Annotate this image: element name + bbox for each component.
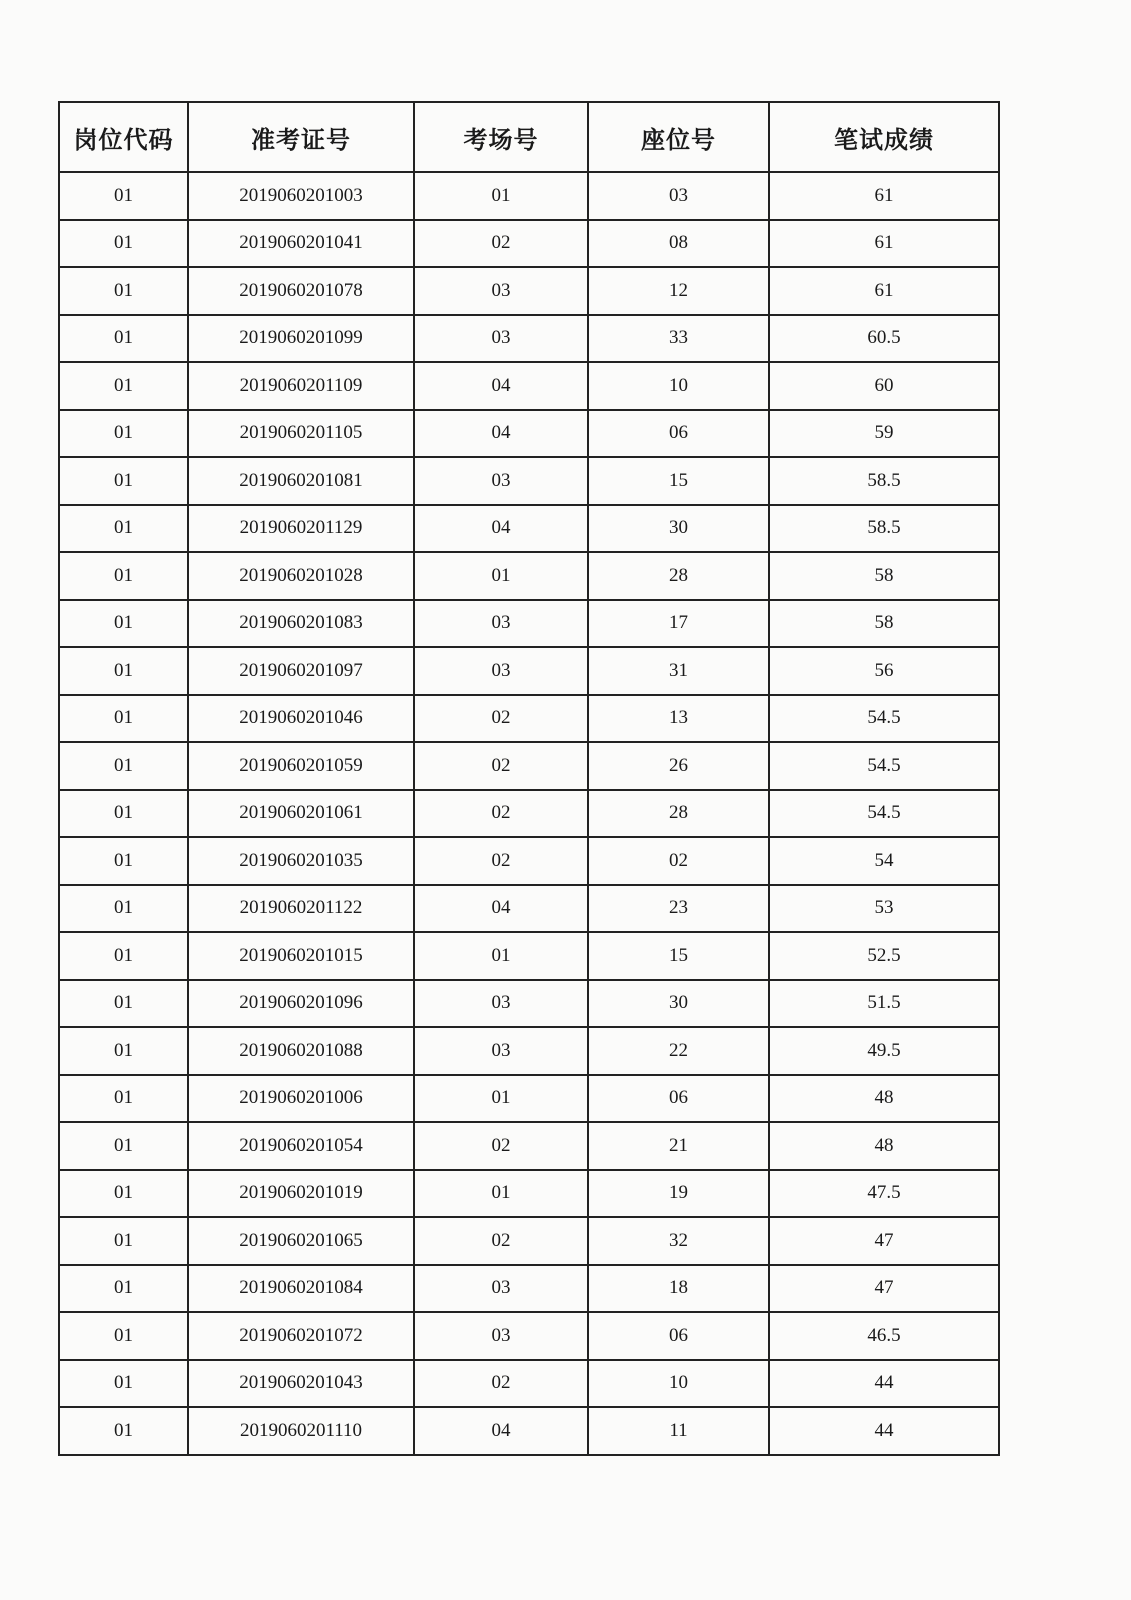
exam-room-cell: 02	[414, 790, 588, 838]
exam-room-cell: 01	[414, 552, 588, 600]
table-row	[59, 1360, 999, 1408]
admission-ticket-cell: 2019060201041	[188, 220, 414, 268]
written-score-cell: 47.5	[769, 1170, 999, 1218]
seat-number-cell: 06	[588, 410, 769, 458]
admission-ticket-cell: 2019060201110	[188, 1407, 414, 1455]
seat-number-cell: 30	[588, 980, 769, 1028]
seat-number-cell: 11	[588, 1407, 769, 1455]
exam-room-cell: 03	[414, 315, 588, 363]
post-code-cell: 01	[59, 837, 188, 885]
admission-ticket-cell: 2019060201028	[188, 552, 414, 600]
table-row	[59, 1027, 999, 1075]
table-row	[59, 267, 999, 315]
seat-number-cell: 03	[588, 172, 769, 220]
written-score-cell: 60.5	[769, 315, 999, 363]
table-row	[59, 1312, 999, 1360]
written-score-cell: 59	[769, 410, 999, 458]
admission-ticket-cell: 2019060201078	[188, 267, 414, 315]
post-code-cell: 01	[59, 695, 188, 743]
exam-room-cell: 03	[414, 980, 588, 1028]
admission-ticket-cell: 2019060201084	[188, 1265, 414, 1313]
post-code-cell: 01	[59, 742, 188, 790]
exam-room-cell: 01	[414, 932, 588, 980]
admission-ticket-cell: 2019060201122	[188, 885, 414, 933]
written-score-cell: 51.5	[769, 980, 999, 1028]
header-written-score: 笔试成绩	[769, 102, 999, 172]
post-code-cell: 01	[59, 1217, 188, 1265]
seat-number-cell: 06	[588, 1312, 769, 1360]
table-row	[59, 315, 999, 363]
admission-ticket-cell: 2019060201046	[188, 695, 414, 743]
seat-number-cell: 23	[588, 885, 769, 933]
post-code-cell: 01	[59, 1312, 188, 1360]
admission-ticket-cell: 2019060201096	[188, 980, 414, 1028]
table-row	[59, 457, 999, 505]
header-admission-ticket: 准考证号	[188, 102, 414, 172]
exam-room-cell: 03	[414, 1265, 588, 1313]
admission-ticket-cell: 2019060201097	[188, 647, 414, 695]
exam-room-cell: 02	[414, 1360, 588, 1408]
admission-ticket-cell: 2019060201015	[188, 932, 414, 980]
post-code-cell: 01	[59, 410, 188, 458]
exam-room-cell: 02	[414, 742, 588, 790]
written-score-cell: 61	[769, 220, 999, 268]
seat-number-cell: 26	[588, 742, 769, 790]
written-score-cell: 58.5	[769, 457, 999, 505]
table-row	[59, 600, 999, 648]
admission-ticket-cell: 2019060201006	[188, 1075, 414, 1123]
written-score-cell: 54.5	[769, 790, 999, 838]
written-score-cell: 53	[769, 885, 999, 933]
post-code-cell: 01	[59, 980, 188, 1028]
seat-number-cell: 15	[588, 932, 769, 980]
seat-number-cell: 33	[588, 315, 769, 363]
table-body	[59, 172, 999, 1455]
post-code-cell: 01	[59, 267, 188, 315]
header-row	[59, 102, 999, 172]
post-code-cell: 01	[59, 932, 188, 980]
header-exam-room: 考场号	[414, 102, 588, 172]
written-score-cell: 46.5	[769, 1312, 999, 1360]
admission-ticket-cell: 2019060201043	[188, 1360, 414, 1408]
table-row	[59, 885, 999, 933]
exam-room-cell: 04	[414, 362, 588, 410]
written-score-cell: 54	[769, 837, 999, 885]
seat-number-cell: 19	[588, 1170, 769, 1218]
exam-room-cell: 03	[414, 600, 588, 648]
table-row	[59, 1407, 999, 1455]
post-code-cell: 01	[59, 172, 188, 220]
table-row	[59, 410, 999, 458]
exam-room-cell: 02	[414, 220, 588, 268]
exam-room-cell: 03	[414, 457, 588, 505]
score-table	[58, 101, 1000, 1456]
exam-room-cell: 01	[414, 1075, 588, 1123]
written-score-cell: 49.5	[769, 1027, 999, 1075]
admission-ticket-cell: 2019060201099	[188, 315, 414, 363]
score-sheet	[58, 101, 998, 1456]
written-score-cell: 58	[769, 552, 999, 600]
written-score-cell: 44	[769, 1407, 999, 1455]
post-code-cell: 01	[59, 552, 188, 600]
exam-room-cell: 04	[414, 1407, 588, 1455]
seat-number-cell: 18	[588, 1265, 769, 1313]
exam-room-cell: 03	[414, 1027, 588, 1075]
post-code-cell: 01	[59, 600, 188, 648]
admission-ticket-cell: 2019060201054	[188, 1122, 414, 1170]
post-code-cell: 01	[59, 1075, 188, 1123]
admission-ticket-cell: 2019060201035	[188, 837, 414, 885]
table-row	[59, 647, 999, 695]
post-code-cell: 01	[59, 220, 188, 268]
seat-number-cell: 21	[588, 1122, 769, 1170]
seat-number-cell: 06	[588, 1075, 769, 1123]
table-row	[59, 1075, 999, 1123]
written-score-cell: 47	[769, 1217, 999, 1265]
seat-number-cell: 31	[588, 647, 769, 695]
table-row	[59, 695, 999, 743]
table-row	[59, 220, 999, 268]
exam-room-cell: 02	[414, 1122, 588, 1170]
written-score-cell: 52.5	[769, 932, 999, 980]
written-score-cell: 54.5	[769, 695, 999, 743]
table-row	[59, 1217, 999, 1265]
exam-room-cell: 04	[414, 505, 588, 553]
table-row	[59, 1122, 999, 1170]
post-code-cell: 01	[59, 457, 188, 505]
written-score-cell: 60	[769, 362, 999, 410]
post-code-cell: 01	[59, 1265, 188, 1313]
seat-number-cell: 13	[588, 695, 769, 743]
exam-room-cell: 03	[414, 267, 588, 315]
table-header	[59, 102, 999, 172]
table-row	[59, 362, 999, 410]
exam-room-cell: 04	[414, 885, 588, 933]
written-score-cell: 58	[769, 600, 999, 648]
table-row	[59, 1265, 999, 1313]
written-score-cell: 61	[769, 267, 999, 315]
admission-ticket-cell: 2019060201003	[188, 172, 414, 220]
written-score-cell: 56	[769, 647, 999, 695]
table-row	[59, 552, 999, 600]
exam-room-cell: 02	[414, 1217, 588, 1265]
seat-number-cell: 32	[588, 1217, 769, 1265]
admission-ticket-cell: 2019060201061	[188, 790, 414, 838]
post-code-cell: 01	[59, 1027, 188, 1075]
seat-number-cell: 28	[588, 790, 769, 838]
exam-room-cell: 01	[414, 1170, 588, 1218]
written-score-cell: 61	[769, 172, 999, 220]
post-code-cell: 01	[59, 647, 188, 695]
written-score-cell: 44	[769, 1360, 999, 1408]
seat-number-cell: 22	[588, 1027, 769, 1075]
table-row	[59, 932, 999, 980]
seat-number-cell: 15	[588, 457, 769, 505]
admission-ticket-cell: 2019060201129	[188, 505, 414, 553]
seat-number-cell: 10	[588, 1360, 769, 1408]
table-row	[59, 837, 999, 885]
seat-number-cell: 08	[588, 220, 769, 268]
exam-room-cell: 01	[414, 172, 588, 220]
table-row	[59, 790, 999, 838]
seat-number-cell: 12	[588, 267, 769, 315]
post-code-cell: 01	[59, 1407, 188, 1455]
post-code-cell: 01	[59, 885, 188, 933]
post-code-cell: 01	[59, 505, 188, 553]
admission-ticket-cell: 2019060201059	[188, 742, 414, 790]
admission-ticket-cell: 2019060201109	[188, 362, 414, 410]
exam-room-cell: 03	[414, 647, 588, 695]
seat-number-cell: 02	[588, 837, 769, 885]
written-score-cell: 58.5	[769, 505, 999, 553]
post-code-cell: 01	[59, 1122, 188, 1170]
admission-ticket-cell: 2019060201072	[188, 1312, 414, 1360]
table-row	[59, 1170, 999, 1218]
post-code-cell: 01	[59, 1360, 188, 1408]
admission-ticket-cell: 2019060201088	[188, 1027, 414, 1075]
admission-ticket-cell: 2019060201065	[188, 1217, 414, 1265]
post-code-cell: 01	[59, 362, 188, 410]
written-score-cell: 48	[769, 1122, 999, 1170]
post-code-cell: 01	[59, 790, 188, 838]
seat-number-cell: 17	[588, 600, 769, 648]
admission-ticket-cell: 2019060201083	[188, 600, 414, 648]
exam-room-cell: 02	[414, 695, 588, 743]
seat-number-cell: 10	[588, 362, 769, 410]
header-seat-number: 座位号	[588, 102, 769, 172]
table-row	[59, 742, 999, 790]
table-row	[59, 980, 999, 1028]
post-code-cell: 01	[59, 1170, 188, 1218]
seat-number-cell: 28	[588, 552, 769, 600]
admission-ticket-cell: 2019060201081	[188, 457, 414, 505]
exam-room-cell: 03	[414, 1312, 588, 1360]
exam-room-cell: 02	[414, 837, 588, 885]
seat-number-cell: 30	[588, 505, 769, 553]
post-code-cell: 01	[59, 315, 188, 363]
written-score-cell: 54.5	[769, 742, 999, 790]
written-score-cell: 48	[769, 1075, 999, 1123]
admission-ticket-cell: 2019060201019	[188, 1170, 414, 1218]
exam-room-cell: 04	[414, 410, 588, 458]
table-row	[59, 172, 999, 220]
written-score-cell: 47	[769, 1265, 999, 1313]
header-post-code: 岗位代码	[59, 102, 188, 172]
table-row	[59, 505, 999, 553]
admission-ticket-cell: 2019060201105	[188, 410, 414, 458]
